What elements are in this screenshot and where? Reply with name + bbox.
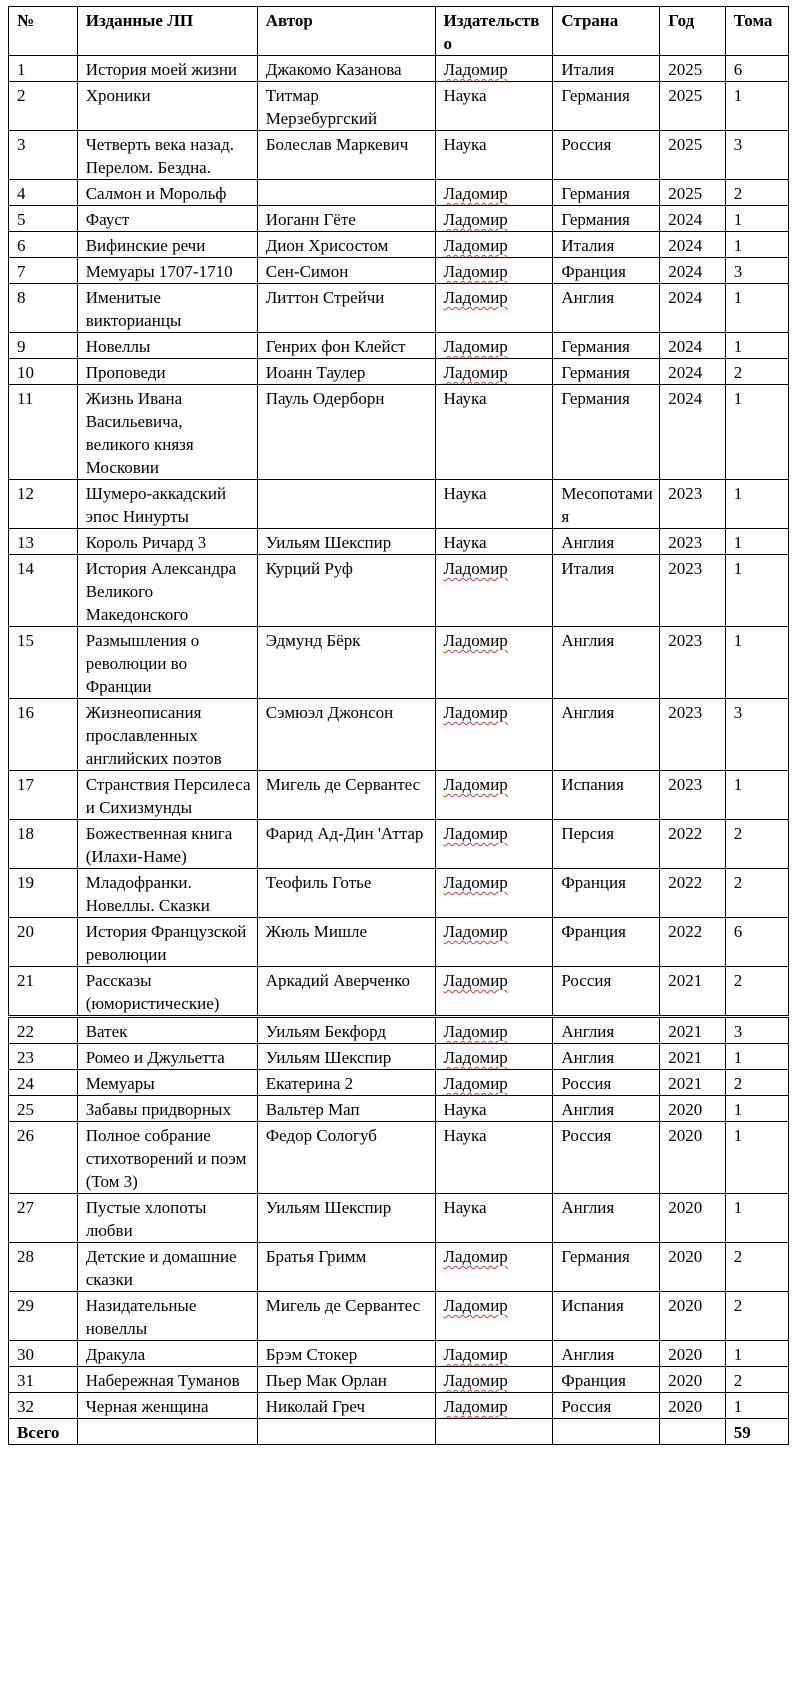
- cell-author: Курций Руф: [257, 555, 435, 627]
- cell-number: 16: [9, 699, 78, 771]
- cell-title: Божественная книга (Илахи-Наме): [77, 820, 257, 869]
- cell-country: Германия: [553, 82, 660, 131]
- cell-publisher: Ладомир: [435, 1393, 553, 1419]
- cell-number: 22: [9, 1017, 78, 1044]
- header-author: Автор: [257, 7, 435, 56]
- cell-number: 21: [9, 967, 78, 1017]
- cell-author: Сен-Симон: [257, 258, 435, 284]
- cell-author: Аркадий Аверченко: [257, 967, 435, 1017]
- cell-country: Россия: [553, 131, 660, 180]
- cell-number: 10: [9, 359, 78, 385]
- cell-volumes: 2: [725, 820, 788, 869]
- cell-title: Полное собрание стихотворений и поэм (Том 3): [77, 1122, 257, 1194]
- cell-year: 2025: [660, 180, 725, 206]
- cell-number: 31: [9, 1367, 78, 1393]
- cell-publisher: Наука: [435, 529, 553, 555]
- cell-author: Теофиль Готье: [257, 869, 435, 918]
- cell-author: Генрих фон Клейст: [257, 333, 435, 359]
- cell-title: Черная женщина: [77, 1393, 257, 1419]
- cell-author: Уильям Бекфорд: [257, 1017, 435, 1044]
- cell-publisher: Наука: [435, 1194, 553, 1243]
- cell-country: Англия: [553, 1194, 660, 1243]
- table-row: [9, 1122, 789, 1194]
- table-row: [9, 385, 789, 480]
- cell-author: Иоанн Таулер: [257, 359, 435, 385]
- cell-volumes: 1: [725, 627, 788, 699]
- cell-year: 2024: [660, 359, 725, 385]
- cell-volumes: 1: [725, 232, 788, 258]
- cell-publisher: Ладомир: [435, 627, 553, 699]
- table-row: [9, 555, 789, 627]
- table-row: [9, 627, 789, 699]
- cell-number: 26: [9, 1122, 78, 1194]
- cell-country: Англия: [553, 699, 660, 771]
- cell-publisher: Ладомир: [435, 180, 553, 206]
- cell-publisher: Ладомир: [435, 1070, 553, 1096]
- table-row: [9, 1243, 789, 1292]
- cell-year: 2025: [660, 56, 725, 82]
- cell-year: 2023: [660, 555, 725, 627]
- table-row: [9, 82, 789, 131]
- cell-author: Дион Хрисостом: [257, 232, 435, 258]
- cell-country: Германия: [553, 385, 660, 480]
- cell-country: Месопотамия: [553, 480, 660, 529]
- table-row: [9, 258, 789, 284]
- cell-number: 1: [9, 56, 78, 82]
- cell-year: 2020: [660, 1341, 725, 1367]
- table-row: [9, 131, 789, 180]
- cell-country: Германия: [553, 333, 660, 359]
- cell-year: 2024: [660, 333, 725, 359]
- cell-volumes: 1: [725, 1194, 788, 1243]
- cell-country: Англия: [553, 1044, 660, 1070]
- header-row: [9, 7, 789, 56]
- cell-author: Пауль Одерборн: [257, 385, 435, 480]
- cell-country: Россия: [553, 1070, 660, 1096]
- cell-year: 2021: [660, 1044, 725, 1070]
- cell-country: Англия: [553, 1341, 660, 1367]
- cell-year: 2020: [660, 1122, 725, 1194]
- table-row: [9, 699, 789, 771]
- table-row: [9, 333, 789, 359]
- cell-volumes: 2: [725, 1367, 788, 1393]
- cell-country: Германия: [553, 180, 660, 206]
- cell-title: Хроники: [77, 82, 257, 131]
- cell-author: Фарид Ад-Дин 'Аттар: [257, 820, 435, 869]
- cell-country: Англия: [553, 627, 660, 699]
- cell-country: Испания: [553, 771, 660, 820]
- total-volumes: 59: [725, 1419, 788, 1445]
- cell-year: 2024: [660, 232, 725, 258]
- cell-title: Рассказы (юмористические): [77, 967, 257, 1017]
- cell-number: 32: [9, 1393, 78, 1419]
- cell-year: 2024: [660, 284, 725, 333]
- cell-title: Набережная Туманов: [77, 1367, 257, 1393]
- cell-volumes: 1: [725, 1096, 788, 1122]
- cell-author: Эдмунд Бёрк: [257, 627, 435, 699]
- table-row: [9, 820, 789, 869]
- cell-year: 2022: [660, 820, 725, 869]
- cell-number: 24: [9, 1070, 78, 1096]
- cell-title: История Александра Великого Македонского: [77, 555, 257, 627]
- cell-publisher: Ладомир: [435, 284, 553, 333]
- cell-publisher: Ладомир: [435, 232, 553, 258]
- cell-number: 27: [9, 1194, 78, 1243]
- cell-publisher: Ладомир: [435, 820, 553, 869]
- cell-number: 11: [9, 385, 78, 480]
- cell-year: 2021: [660, 1070, 725, 1096]
- table-row: [9, 1292, 789, 1341]
- cell-volumes: 2: [725, 869, 788, 918]
- cell-publisher: Ладомир: [435, 771, 553, 820]
- cell-number: 30: [9, 1341, 78, 1367]
- cell-title: История моей жизни: [77, 56, 257, 82]
- cell-country: Англия: [553, 529, 660, 555]
- cell-number: 2: [9, 82, 78, 131]
- cell-publisher: Ладомир: [435, 1341, 553, 1367]
- cell-volumes: 2: [725, 359, 788, 385]
- cell-number: 17: [9, 771, 78, 820]
- cell-number: 25: [9, 1096, 78, 1122]
- cell-title: Дракула: [77, 1341, 257, 1367]
- cell-publisher: Ладомир: [435, 258, 553, 284]
- cell-publisher: Ладомир: [435, 1017, 553, 1044]
- cell-publisher: Ладомир: [435, 869, 553, 918]
- cell-volumes: 1: [725, 1393, 788, 1419]
- cell-year: 2024: [660, 206, 725, 232]
- header-title: Изданные ЛП: [77, 7, 257, 56]
- cell-title: Проповеди: [77, 359, 257, 385]
- cell-year: 2023: [660, 529, 725, 555]
- cell-author: Екатерина 2: [257, 1070, 435, 1096]
- table-row: [9, 232, 789, 258]
- cell-number: 23: [9, 1044, 78, 1070]
- table-row: [9, 967, 789, 1017]
- cell-volumes: 1: [725, 284, 788, 333]
- cell-country: Франция: [553, 918, 660, 967]
- header-country: Страна: [553, 7, 660, 56]
- cell-title: Король Ричард 3: [77, 529, 257, 555]
- cell-year: 2025: [660, 131, 725, 180]
- cell-number: 19: [9, 869, 78, 918]
- cell-volumes: 1: [725, 1341, 788, 1367]
- cell-publisher: Наука: [435, 385, 553, 480]
- cell-country: Италия: [553, 56, 660, 82]
- cell-publisher: Наука: [435, 82, 553, 131]
- cell-volumes: 2: [725, 1243, 788, 1292]
- cell-volumes: 3: [725, 131, 788, 180]
- cell-country: Англия: [553, 284, 660, 333]
- cell-number: 15: [9, 627, 78, 699]
- cell-year: 2024: [660, 258, 725, 284]
- table-row: [9, 480, 789, 529]
- cell-number: 18: [9, 820, 78, 869]
- cell-number: 12: [9, 480, 78, 529]
- cell-author: Братья Гримм: [257, 1243, 435, 1292]
- cell-number: 7: [9, 258, 78, 284]
- cell-publisher: Ладомир: [435, 555, 553, 627]
- table-row: [9, 1044, 789, 1070]
- cell-title: Салмон и Морольф: [77, 180, 257, 206]
- cell-author: Уильям Шекспир: [257, 1194, 435, 1243]
- cell-number: 13: [9, 529, 78, 555]
- cell-title: Жизнь Ивана Васильевича, великого князя Московии: [77, 385, 257, 480]
- cell-country: Германия: [553, 206, 660, 232]
- cell-number: 28: [9, 1243, 78, 1292]
- cell-author: Литтон Стрейчи: [257, 284, 435, 333]
- cell-number: 4: [9, 180, 78, 206]
- cell-title: Фауст: [77, 206, 257, 232]
- cell-title: Именитые викторианцы: [77, 284, 257, 333]
- cell-volumes: 6: [725, 56, 788, 82]
- cell-year: 2023: [660, 699, 725, 771]
- cell-volumes: 1: [725, 771, 788, 820]
- cell-volumes: 1: [725, 480, 788, 529]
- cell-volumes: 3: [725, 258, 788, 284]
- cell-title: Новеллы: [77, 333, 257, 359]
- cell-volumes: 3: [725, 699, 788, 771]
- cell-volumes: 1: [725, 385, 788, 480]
- cell-title: Мемуары 1707-1710: [77, 258, 257, 284]
- cell-country: Италия: [553, 555, 660, 627]
- total-row: [9, 1419, 789, 1445]
- header-volumes: Тома: [725, 7, 788, 56]
- cell-year: 2024: [660, 385, 725, 480]
- cell-year: 2020: [660, 1096, 725, 1122]
- cell-title: Детские и домашние сказки: [77, 1243, 257, 1292]
- cell-country: Россия: [553, 1393, 660, 1419]
- cell-volumes: 2: [725, 1070, 788, 1096]
- total-empty-cell: [660, 1419, 725, 1445]
- cell-country: Россия: [553, 967, 660, 1017]
- cell-year: 2020: [660, 1194, 725, 1243]
- cell-author: Федор Сологуб: [257, 1122, 435, 1194]
- cell-volumes: 1: [725, 333, 788, 359]
- cell-volumes: 2: [725, 1292, 788, 1341]
- cell-number: 5: [9, 206, 78, 232]
- cell-title: Пустые хлопоты любви: [77, 1194, 257, 1243]
- table-row: [9, 771, 789, 820]
- cell-publisher: Ладомир: [435, 699, 553, 771]
- cell-title: Младофранки. Новеллы. Сказки: [77, 869, 257, 918]
- cell-country: Франция: [553, 1367, 660, 1393]
- total-empty-cell: [553, 1419, 660, 1445]
- cell-year: 2022: [660, 918, 725, 967]
- table-row: [9, 1341, 789, 1367]
- table-row: [9, 869, 789, 918]
- total-label: Всего: [9, 1419, 78, 1445]
- table-body: [9, 56, 789, 1419]
- cell-volumes: 6: [725, 918, 788, 967]
- cell-country: Испания: [553, 1292, 660, 1341]
- cell-volumes: 2: [725, 180, 788, 206]
- cell-title: Назидательные новеллы: [77, 1292, 257, 1341]
- cell-year: 2021: [660, 967, 725, 1017]
- cell-number: 3: [9, 131, 78, 180]
- cell-title: Мемуары: [77, 1070, 257, 1096]
- cell-author: Брэм Стокер: [257, 1341, 435, 1367]
- cell-author: Жюль Мишле: [257, 918, 435, 967]
- table-row: [9, 1194, 789, 1243]
- total-empty-cell: [257, 1419, 435, 1445]
- cell-number: 29: [9, 1292, 78, 1341]
- cell-publisher: Ладомир: [435, 967, 553, 1017]
- total-empty-cell: [77, 1419, 257, 1445]
- cell-country: Италия: [553, 232, 660, 258]
- cell-year: 2025: [660, 82, 725, 131]
- table-row: [9, 1017, 789, 1044]
- header-publisher: Издательство: [435, 7, 553, 56]
- cell-year: 2020: [660, 1367, 725, 1393]
- table-row: [9, 1096, 789, 1122]
- cell-title: Размышления о революции во Франции: [77, 627, 257, 699]
- cell-volumes: 1: [725, 555, 788, 627]
- cell-volumes: 1: [725, 82, 788, 131]
- cell-number: 6: [9, 232, 78, 258]
- total-empty-cell: [435, 1419, 553, 1445]
- table-row: [9, 1367, 789, 1393]
- cell-volumes: 3: [725, 1017, 788, 1044]
- cell-volumes: 1: [725, 206, 788, 232]
- cell-volumes: 2: [725, 967, 788, 1017]
- cell-author: Титмар Мерзебургский: [257, 82, 435, 131]
- cell-publisher: Наука: [435, 1122, 553, 1194]
- cell-country: Германия: [553, 359, 660, 385]
- cell-author: Джакомо Казанова: [257, 56, 435, 82]
- cell-country: Россия: [553, 1122, 660, 1194]
- cell-author: Иоганн Гёте: [257, 206, 435, 232]
- cell-country: Франция: [553, 258, 660, 284]
- table-row: [9, 359, 789, 385]
- table-row: [9, 1070, 789, 1096]
- cell-year: 2020: [660, 1292, 725, 1341]
- cell-publisher: Ладомир: [435, 1044, 553, 1070]
- cell-author: Мигель де Сервантес: [257, 1292, 435, 1341]
- cell-title: Ватек: [77, 1017, 257, 1044]
- cell-publisher: Ладомир: [435, 918, 553, 967]
- cell-number: 8: [9, 284, 78, 333]
- cell-country: Германия: [553, 1243, 660, 1292]
- cell-number: 9: [9, 333, 78, 359]
- cell-year: 2023: [660, 627, 725, 699]
- cell-publisher: Ладомир: [435, 56, 553, 82]
- cell-publisher: Наука: [435, 1096, 553, 1122]
- cell-country: Англия: [553, 1096, 660, 1122]
- cell-title: Четверть века назад. Перелом. Бездна.: [77, 131, 257, 180]
- cell-title: Забавы придворных: [77, 1096, 257, 1122]
- cell-title: Странствия Персилеса и Сихизмунды: [77, 771, 257, 820]
- cell-author: Уильям Шекспир: [257, 529, 435, 555]
- cell-publisher: Наука: [435, 480, 553, 529]
- cell-publisher: Наука: [435, 131, 553, 180]
- cell-author: Болеслав Маркевич: [257, 131, 435, 180]
- cell-title: Вифинские речи: [77, 232, 257, 258]
- cell-country: Англия: [553, 1017, 660, 1044]
- header-number: №: [9, 7, 78, 56]
- cell-volumes: 1: [725, 529, 788, 555]
- cell-country: Франция: [553, 869, 660, 918]
- header-year: Год: [660, 7, 725, 56]
- cell-year: 2023: [660, 480, 725, 529]
- cell-country: Персия: [553, 820, 660, 869]
- table-row: [9, 529, 789, 555]
- table-row: [9, 1393, 789, 1419]
- table-row: [9, 206, 789, 232]
- cell-publisher: Ладомир: [435, 1292, 553, 1341]
- table-row: [9, 284, 789, 333]
- cell-author: [257, 480, 435, 529]
- publications-table: [8, 6, 789, 1445]
- table-row: [9, 918, 789, 967]
- cell-title: Жизнеописания прославленных английских поэтов: [77, 699, 257, 771]
- cell-title: Шумеро-аккадский эпос Нинурты: [77, 480, 257, 529]
- cell-year: 2020: [660, 1393, 725, 1419]
- cell-year: 2021: [660, 1017, 725, 1044]
- cell-author: Сэмюэл Джонсон: [257, 699, 435, 771]
- cell-author: Пьер Мак Орлан: [257, 1367, 435, 1393]
- cell-author: Николай Греч: [257, 1393, 435, 1419]
- cell-year: 2023: [660, 771, 725, 820]
- cell-volumes: 1: [725, 1122, 788, 1194]
- table-row: [9, 56, 789, 82]
- cell-number: 14: [9, 555, 78, 627]
- cell-volumes: 1: [725, 1044, 788, 1070]
- cell-author: [257, 180, 435, 206]
- table-row: [9, 180, 789, 206]
- cell-author: Вальтер Мап: [257, 1096, 435, 1122]
- cell-year: 2020: [660, 1243, 725, 1292]
- cell-publisher: Ладомир: [435, 1367, 553, 1393]
- cell-publisher: Ладомир: [435, 206, 553, 232]
- cell-title: Ромео и Джульетта: [77, 1044, 257, 1070]
- cell-number: 20: [9, 918, 78, 967]
- cell-author: Мигель де Сервантес: [257, 771, 435, 820]
- cell-publisher: Ладомир: [435, 359, 553, 385]
- cell-title: История Французской революции: [77, 918, 257, 967]
- cell-publisher: Ладомир: [435, 1243, 553, 1292]
- cell-year: 2022: [660, 869, 725, 918]
- cell-author: Уильям Шекспир: [257, 1044, 435, 1070]
- cell-publisher: Ладомир: [435, 333, 553, 359]
